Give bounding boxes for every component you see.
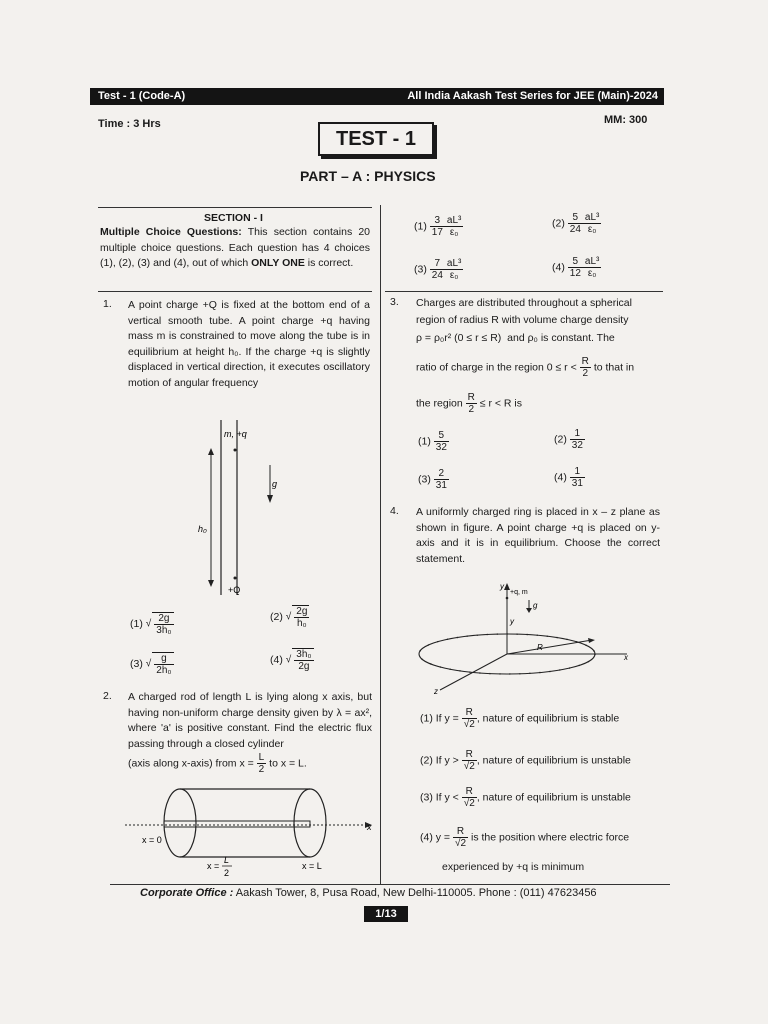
header-test-code: Test - 1 (Code-A) <box>98 90 186 102</box>
q4-fig-R-label: R <box>537 643 543 652</box>
q3-number: 3. <box>390 296 399 308</box>
q3-line-2: region of radius R with volume charge density <box>416 314 629 326</box>
q1-text: A point charge +Q is fixed at the bottom end of a vertical smooth tube. A point charge +q having mass m is constrained to move along the tube is in equilibrium at height h₀. If the charge +q is slightly displaced in vertical direction, it executes oscillatory motion of angular frequency <box>128 299 370 389</box>
section-instructions: Multiple Choice Questions: This section contains 20 multiple choice questions. Each question has 4 choices (1), (2), (3) and (4), out of which ONLY ONE is correct. <box>100 226 371 269</box>
q1-number: 1. <box>103 298 112 310</box>
q4-text: A uniformly charged ring is placed in x – z plane as shown in figure. A point charge +q is placed on y-axis and it is in equilibrium. Choose the correct statement. <box>416 506 660 565</box>
q3-option-3[interactable]: (3) $\frac{2}{31}$ <box>418 468 447 491</box>
q3-line-1: Charges are distributed throughout a spherical <box>416 297 632 309</box>
q3-option-4[interactable]: (4) $\frac{1}{31}$ <box>554 466 583 489</box>
q1-fig-Q-label: +Q <box>228 585 241 595</box>
q4-option-1[interactable]: (1) If y = $\frac{R}{√2}$ , nature of equilibrium is stable <box>420 707 620 730</box>
q1-tube-figure <box>190 415 280 600</box>
q4-fig-z-axis: z <box>434 687 438 696</box>
q2-cylinder-figure <box>120 785 380 885</box>
q4-number: 4. <box>390 505 399 517</box>
right-column-rule <box>385 291 663 292</box>
q4-fig-x-axis: x <box>624 653 628 662</box>
q2-fig-x0-label: x = 0 <box>142 835 162 845</box>
test-title: TEST - 1 <box>318 122 434 156</box>
q4-fig-y-label: y <box>510 617 514 626</box>
section-title: SECTION - I <box>204 212 263 224</box>
q1-fig-g-label: g <box>272 479 278 489</box>
q2-fig-xl2-label: x = <box>207 861 220 871</box>
q2-number: 2. <box>103 690 112 702</box>
q4-fig-g-label: g <box>533 601 538 610</box>
q3-line-4: ratio of charge in the region 0 ≤ r < $\frac{R}{2}$ to that in <box>416 356 635 379</box>
q3-line-5: the region $\frac{R}{2}$ ≤ r < R is <box>416 392 523 415</box>
q2-text: A charged rod of length L is lying along x axis, but having non-uniform charge density given by λ = ax², where 'a' is positive constant. Find the electric flux passing through a closed cylinder <box>128 691 372 750</box>
section-top-rule <box>98 207 372 208</box>
q4-fig-qm-label: +q, m <box>510 589 528 596</box>
q4-ring-figure <box>412 580 632 700</box>
q4-option-2[interactable]: (2) If y > $\frac{R}{√2}$ , nature of equilibrium is unstable <box>420 749 631 772</box>
q4-fig-y-axis: y <box>500 582 504 591</box>
header-bar <box>90 88 664 105</box>
q4-option-4[interactable]: (4) y = $\frac{R}{√2}$ is the position where electric force <box>420 826 630 849</box>
part-title: PART – A : PHYSICS <box>300 168 436 184</box>
column-divider <box>380 205 381 885</box>
q1-fig-h-label: h₀ <box>198 524 207 534</box>
q2-range: (axis along x-axis) from x = $\frac{L}{2}$ to x = L. <box>128 752 307 775</box>
corporate-office: Corporate Office : Aakash Tower, 8, Pusa Road, New Delhi-110005. Phone : (011) 47623456 <box>140 887 597 899</box>
q3-option-2[interactable]: (2) $\frac{1}{32}$ <box>554 428 583 451</box>
q4-option-3[interactable]: (3) If y < $\frac{R}{√2}$ , nature of equilibrium is unstable <box>420 786 631 809</box>
q3-option-1[interactable]: (1) $\frac{5}{32}$ <box>418 430 447 453</box>
q2-fig-x-axis: x <box>367 822 372 832</box>
q1-fig-mq-label: m, +q <box>224 429 247 439</box>
q1-option-2[interactable]: (2) √ $\frac{2g}{\text{h₀}}$ <box>270 606 308 629</box>
section-bottom-rule <box>98 291 372 292</box>
header-series-title: All India Aakash Test Series for JEE (Main)-2024 <box>407 90 658 102</box>
q2-option-1[interactable]: (1) $\frac{3}{17}$ $\frac{\text{aL³}}{\text{ε₀}}$ <box>414 215 462 238</box>
q1-option-4[interactable]: (4) √ $\frac{\text{3h₀}}{2g}$ <box>270 649 312 672</box>
footer-rule <box>110 884 670 885</box>
page-number: 1/13 <box>364 906 408 922</box>
q1-option-1[interactable]: (1) √ $\frac{2g}{\text{3h₀}}$ <box>130 613 172 636</box>
q3-line-3: ρ = ρ₀r² (0 ≤ r ≤ R) and ρ₀ is constant. The <box>416 332 615 344</box>
q2-option-4[interactable]: (4) $\frac{5}{12}$ $\frac{\text{aL³}}{\text{ε₀}}$ <box>552 256 600 279</box>
q2-fig-xL-label: x = L <box>302 861 322 871</box>
q4-option-4-cont: experienced by +q is minimum <box>442 861 585 873</box>
q2-option-2[interactable]: (2) $\frac{5}{24}$ $\frac{\text{aL³}}{\text{ε₀}}$ <box>552 212 600 235</box>
time-label: Time : 3 Hrs <box>98 118 161 130</box>
q2-fig-2: 2 <box>224 868 230 878</box>
q2-fig-L: L <box>224 855 230 865</box>
q2-option-3[interactable]: (3) $\frac{7}{24}$ $\frac{\text{aL³}}{\text{ε₀}}$ <box>414 258 462 281</box>
max-marks: MM: 300 <box>604 114 648 126</box>
q1-option-3[interactable]: (3) √ $\frac{g}{\text{2h₀}}$ <box>130 653 172 676</box>
